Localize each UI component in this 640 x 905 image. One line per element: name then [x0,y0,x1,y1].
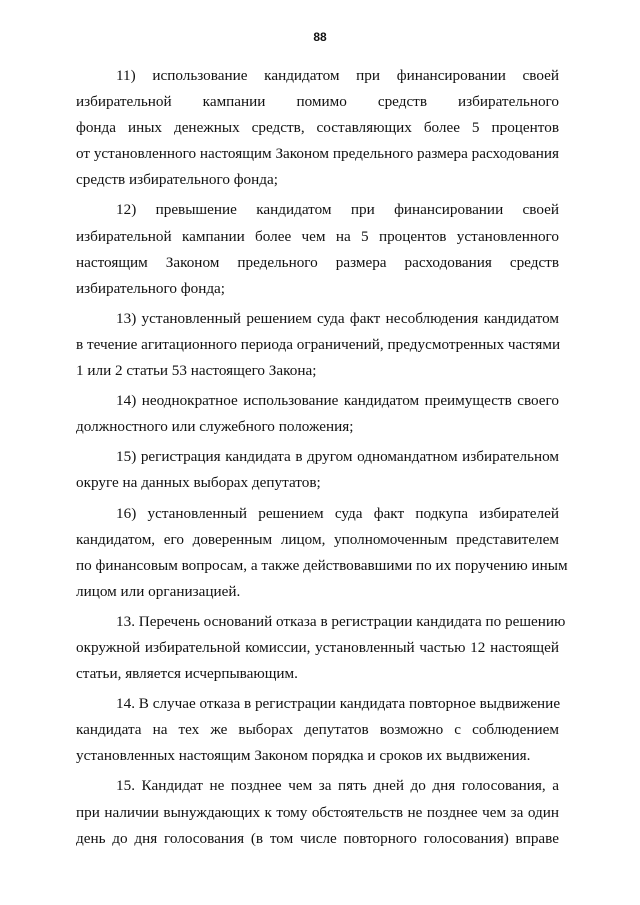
text-line: 11) использование кандидатом при финансировании своей [116,67,559,84]
text-line: избирательной кампании помимо средств избирательного [76,93,559,111]
text-line: должностного или служебного положения; [76,418,354,436]
text-line: статьи, является исчерпывающим. [76,665,298,683]
text-line: 13) установленный решением суда факт несоблюдения кандидатом [116,309,559,327]
paragraph-s13 [76,609,566,687]
page-number: 88 [313,30,327,44]
text-line: 16) установленный решением суда факт подкупа избирателей [116,504,559,522]
text-line: округе на данных выборах депутатов; [76,474,321,492]
paragraph-p13 [76,306,559,384]
body-text [76,63,568,852]
paragraph-p14 [76,388,559,440]
text-line: средств избирательного фонда; [76,171,278,189]
text-line: настоящим Законом предельного размера расходования средств [76,253,559,271]
paragraph-p11 [76,63,559,193]
text-line: 12) превышение кандидатом при финансировании своей [116,201,559,219]
text-line: от установленного настоящим Законом предельного размера расходования [76,145,559,163]
text-line: фонда иных денежных средств, составляющих более 5 процентов [76,119,559,137]
text-line: 15. Кандидат не позднее чем за пять дней до дня голосования, а [116,777,559,795]
paragraph-s15 [76,773,559,851]
text-line: 14. В случае отказа в регистрации кандидата повторное выдвижение [116,695,561,713]
text-line: 13. Перечень оснований отказа в регистрации кандидата по решению [116,612,566,630]
text-line: лицом или организацией. [76,582,241,600]
text-line: 1 или 2 статьи 53 настоящего Закона; [76,362,317,380]
text-line: 14) неоднократное использование кандидатом преимуществ своего [116,392,559,410]
text-line: окружной избирательной комиссии, установленный частью 12 настоящей [76,638,559,656]
text-line: избирательного фонда; [76,279,226,297]
paragraph-p15 [76,444,559,496]
paragraph-p12 [76,197,559,301]
text-line: в течение агитационного периода ограничений, предусмотренных частями [76,335,561,353]
text-line: кандидата на тех же выборах депутатов возможно с соблюдением [76,721,559,739]
text-line: кандидатом, его доверенным лицом, уполномоченным представителем [76,530,559,548]
text-line: установленных настоящим Законом порядка и сроков их выдвижения. [76,747,531,765]
text-line: 15) регистрация кандидата в другом одномандатном избирательном [116,448,559,466]
text-line: при наличии вынуждающих к тому обстоятельств не позднее чем за один [76,803,559,821]
text-line: по финансовым вопросам, а также действовавшими по их поручению иным [76,556,568,574]
text-line: избирательной кампании более чем на 5 процентов установленного [76,227,559,245]
paragraph-s14 [76,691,559,769]
paragraph-p16 [76,501,568,605]
text-line: день до дня голосования (в том числе повторного голосования) вправе [76,829,559,847]
